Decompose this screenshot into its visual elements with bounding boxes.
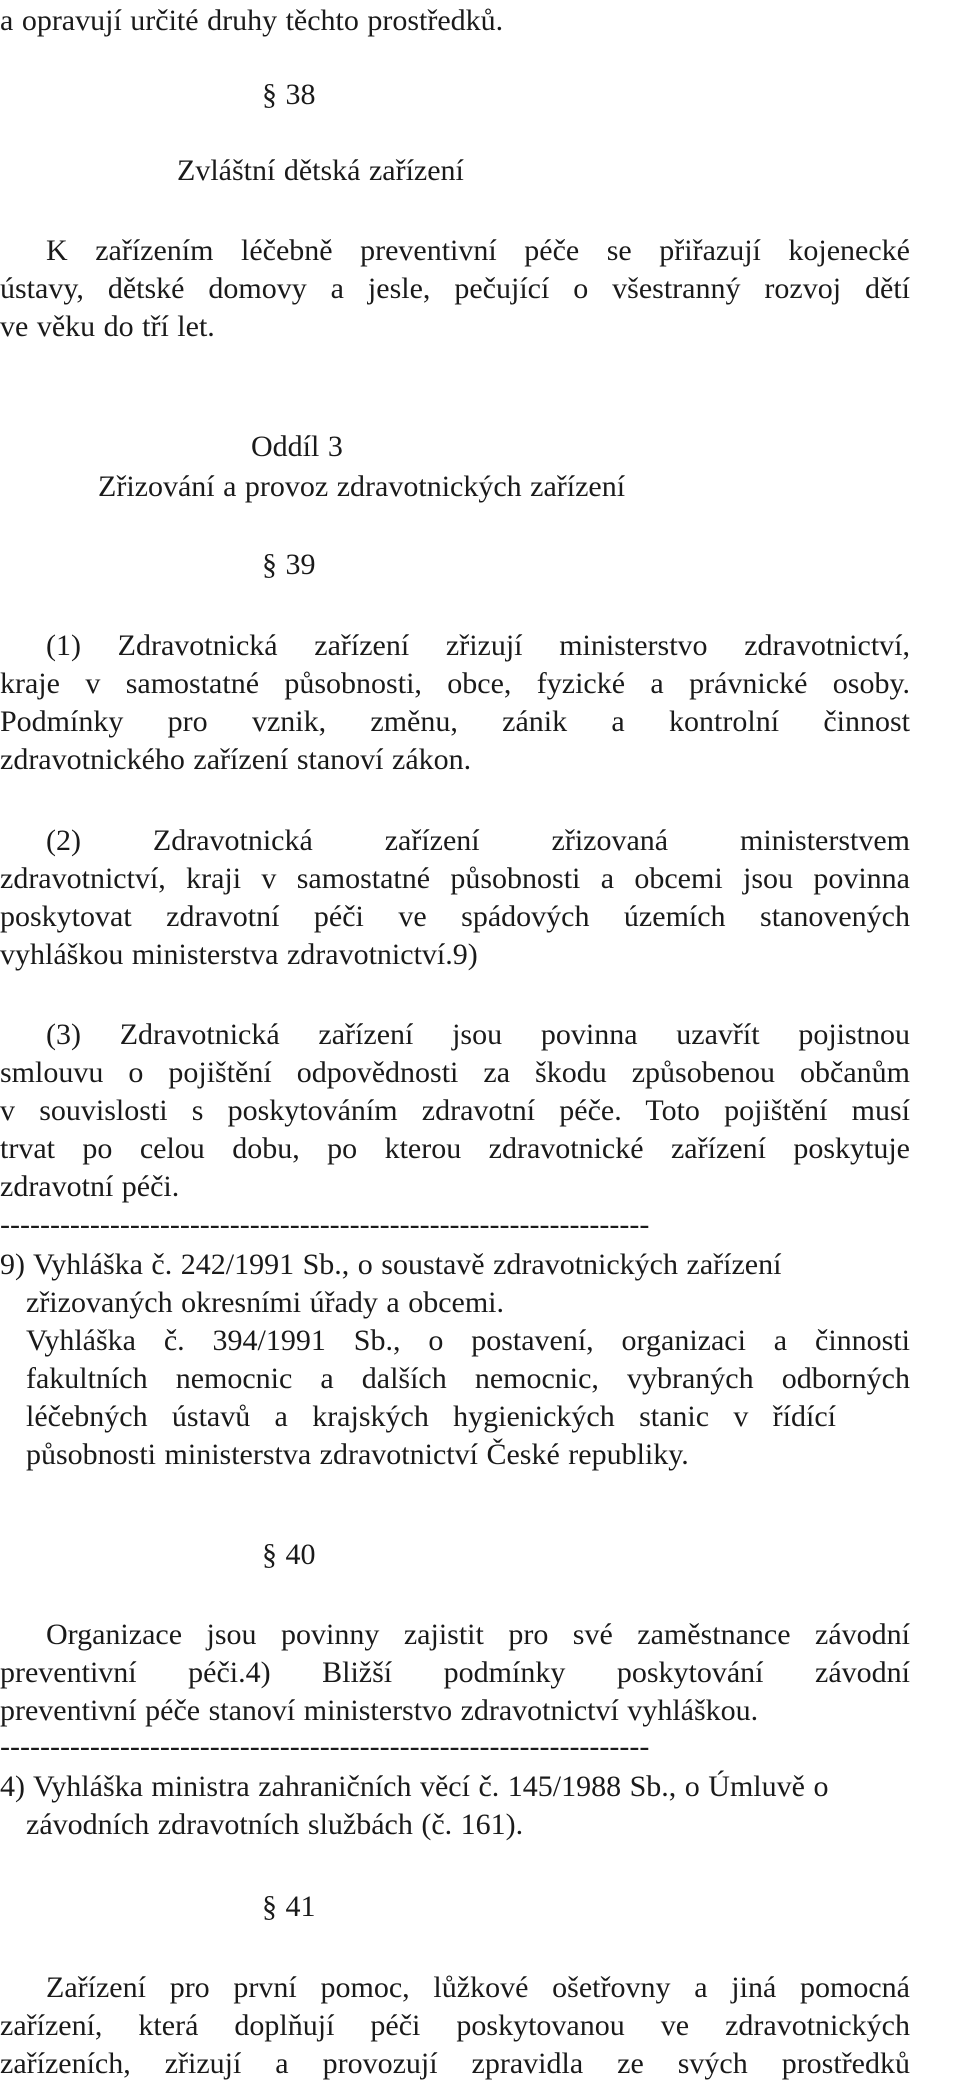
section-39-p1-line-1: (1) Zdravotnická zařízení zřizují ministerstvo zdravotnictví, bbox=[46, 629, 910, 662]
footnote-9-line-4: fakultních nemocnic a dalších nemocnic, vybraných odborných bbox=[26, 1362, 910, 1395]
section-39-p3-line-5: zdravotní péči. bbox=[0, 1170, 180, 1203]
footnote-9-line-1: 9) Vyhláška č. 242/1991 Sb., o soustavě zdravotnických zařízení bbox=[0, 1248, 782, 1281]
section-38-title: Zvláštní dětská zařízení bbox=[177, 154, 464, 187]
section-39-p2-line-3: poskytovat zdravotní péči ve spádových územích stanovených bbox=[0, 900, 910, 933]
section-39-p2-line-1: (2) Zdravotnická zařízení zřizovaná ministerstvem bbox=[46, 824, 910, 857]
footnote-4-line-2: závodních zdravotních službách (č. 161). bbox=[26, 1808, 524, 1841]
footnote-9-line-2: zřizovaných okresními úřady a obcemi. bbox=[26, 1286, 504, 1319]
section-39-p1-line-4: zdravotnického zařízení stanoví zákon. bbox=[0, 743, 472, 776]
section-41-line-3: zařízeních, zřizují a provozují zpravidla ze svých prostředků bbox=[0, 2047, 910, 2080]
section-38-line-3: ve věku do tří let. bbox=[0, 310, 215, 343]
section-38-line-1: K zařízením léčebně preventivní péče se přiřazují kojenecké bbox=[46, 234, 910, 267]
footnote-9-line-6: působnosti ministerstva zdravotnictví České republiky. bbox=[26, 1438, 689, 1471]
footnote-9-line-3: Vyhláška č. 394/1991 Sb., o postavení, organizaci a činnosti bbox=[26, 1324, 910, 1357]
section-39-p3-line-1: (3) Zdravotnická zařízení jsou povinna uzavřít pojistnou bbox=[46, 1018, 910, 1051]
continuation-line: a opravují určité druhy těchto prostředků. bbox=[0, 4, 504, 37]
section-40-line-3: preventivní péče stanoví ministerstvo zdravotnictví vyhláškou. bbox=[0, 1694, 759, 1727]
section-39-p3-line-2: smlouvu o pojištění odpovědnosti za škodu způsobenou občanům bbox=[0, 1056, 910, 1089]
section-39-p3-line-3: v souvislosti s poskytováním zdravotní péče. Toto pojištění musí bbox=[0, 1094, 910, 1127]
section-41-number: § 41 bbox=[262, 1890, 316, 1923]
section-39-p1-line-3: Podmínky pro vznik, změnu, zánik a kontrolní činnost bbox=[0, 705, 910, 738]
footnote-separator-2: ----------------------------------------------------------------- bbox=[0, 1730, 650, 1763]
section-39-p2-line-2: zdravotnictví, kraji v samostatné působnosti a obcemi jsou povinna bbox=[0, 862, 910, 895]
section-38-line-2: ústavy, dětské domovy a jesle, pečující o všestranný rozvoj dětí bbox=[0, 272, 910, 305]
footnote-9-line-5: léčebných ústavů a krajských hygienických stanic v řídící bbox=[26, 1400, 836, 1433]
part-3-title: Zřizování a provoz zdravotnických zařízení bbox=[98, 470, 626, 503]
section-39-p1-line-2: kraje v samostatné působnosti, obce, fyzické a právnické osoby. bbox=[0, 667, 910, 700]
part-3-label: Oddíl 3 bbox=[251, 430, 343, 463]
section-39-number: § 39 bbox=[262, 548, 316, 581]
section-41-line-2: zařízení, která doplňují péči poskytovanou ve zdravotnických bbox=[0, 2009, 910, 2042]
section-40-line-1: Organizace jsou povinny zajistit pro své zaměstnance závodní bbox=[46, 1618, 910, 1651]
section-39-p3-line-4: trvat po celou dobu, po kterou zdravotnické zařízení poskytuje bbox=[0, 1132, 910, 1165]
section-41-line-1: Zařízení pro první pomoc, lůžkové ošetřovny a jiná pomocná bbox=[46, 1971, 910, 2004]
section-39-p2-line-4: vyhláškou ministerstva zdravotnictví.9) bbox=[0, 938, 478, 971]
footnote-4-line-1: 4) Vyhláška ministra zahraničních věcí č. 145/1988 Sb., o Úmluvě o bbox=[0, 1770, 829, 1803]
footnote-separator: ----------------------------------------------------------------- bbox=[0, 1208, 650, 1241]
section-40-number: § 40 bbox=[262, 1538, 316, 1571]
section-38-number: § 38 bbox=[262, 78, 316, 111]
section-40-line-2: preventivní péči.4) Bližší podmínky poskytování závodní bbox=[0, 1656, 910, 1689]
